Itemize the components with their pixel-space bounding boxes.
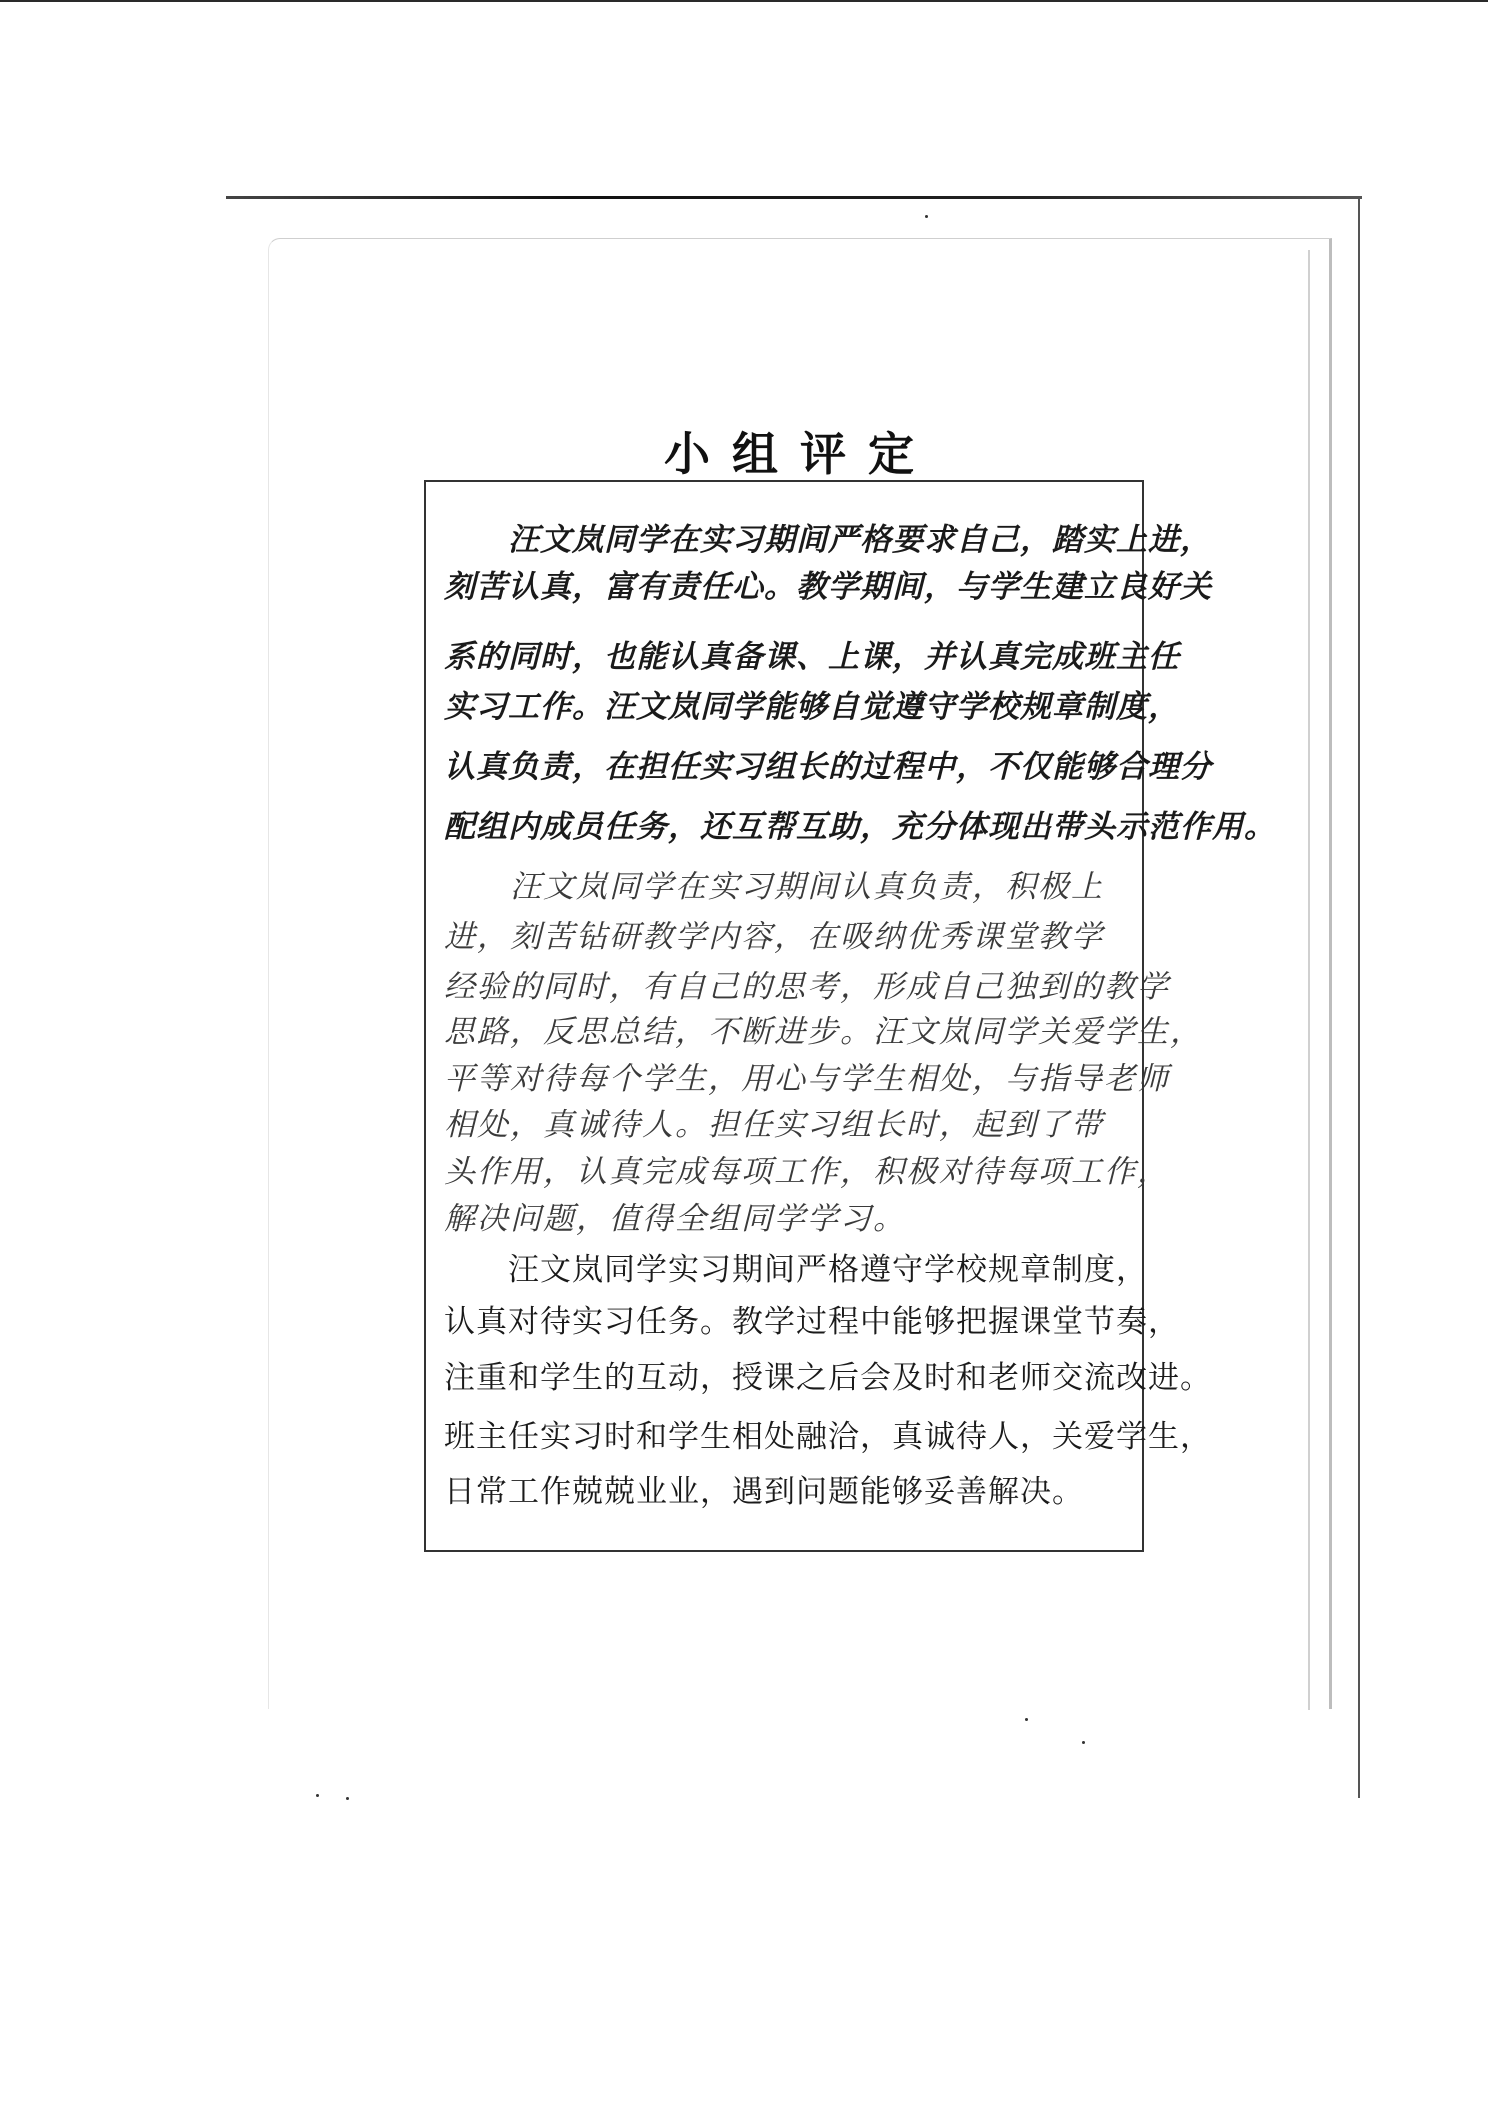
evaluation-line: 思路，反思总结，不断进步。汪文岚同学关爱学生，: [444, 1014, 1203, 1050]
evaluation-line: 汪文岚同学在实习期间严格要求自己，踏实上进，: [444, 522, 1212, 558]
scan-speck: [925, 215, 928, 218]
scan-speck: [1082, 1741, 1085, 1744]
evaluation-line: 系的同时，也能认真备课、上课，并认真完成班主任: [444, 639, 1180, 675]
page-title: 小组评定: [664, 427, 936, 481]
evaluation-line: 配组内成员任务，还互帮互助，充分体现出带头示范作用。: [444, 809, 1276, 845]
inner-sheet-shadow: [1308, 250, 1310, 1710]
evaluation-line: 认真负责，在担任实习组长的过程中，不仅能够合理分: [444, 749, 1212, 785]
evaluation-line: 解决问题，值得全组同学学习。: [444, 1201, 906, 1237]
evaluation-line: 进，刻苦钻研教学内容，在吸纳优秀课堂教学: [444, 919, 1104, 955]
scan-speck: [346, 1797, 349, 1800]
evaluation-line: 班主任实习时和学生相处融洽，真诚待人，关爱学生，: [444, 1419, 1212, 1455]
scan-top-border: [0, 0, 1488, 2]
evaluation-line: 日常工作兢兢业业，遇到问题能够妥善解决。: [444, 1474, 1084, 1510]
scan-speck: [1025, 1718, 1028, 1721]
evaluation-line: 平等对待每个学生，用心与学生相处，与指导老师: [444, 1061, 1170, 1097]
scan-speck: [316, 1794, 319, 1797]
evaluation-line: 头作用，认真完成每项工作，积极对待每项工作，: [444, 1154, 1170, 1190]
evaluation-line: 刻苦认真，富有责任心。教学期间，与学生建立良好关: [444, 569, 1212, 605]
evaluation-line: 汪文岚同学在实习期间认真负责，积极上: [444, 869, 1104, 905]
evaluation-line: 认真对待实习任务。教学过程中能够把握课堂节奏，: [444, 1304, 1180, 1340]
evaluation-line: 注重和学生的互动，授课之后会及时和老师交流改进。: [444, 1360, 1212, 1396]
evaluation-line: 经验的同时，有自己的思考，形成自己独到的教学: [444, 969, 1170, 1005]
evaluation-line: 相处，真诚待人。担任实习组长时，起到了带: [444, 1107, 1104, 1143]
paper-right-edge: [1358, 198, 1360, 1798]
paper-top-edge: [226, 196, 1362, 199]
evaluation-line: 实习工作。汪文岚同学能够自觉遵守学校规章制度，: [444, 689, 1180, 725]
evaluation-line: 汪文岚同学实习期间严格遵守学校规章制度，: [444, 1252, 1148, 1288]
